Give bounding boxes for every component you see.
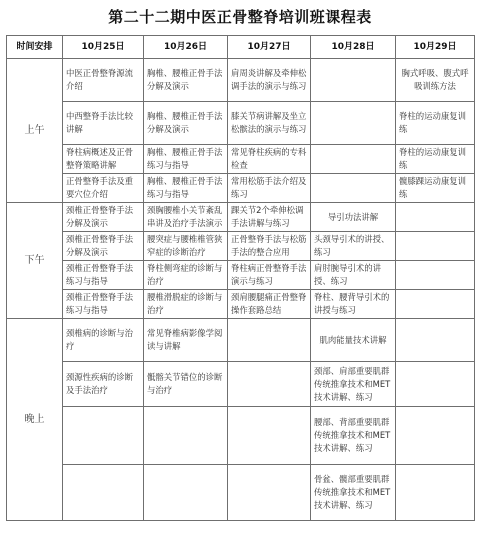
table-cell: 肩肘腕导引术的讲授、练习	[311, 261, 396, 290]
table-cell: 颈椎病的诊断与治疗	[63, 319, 144, 362]
table-cell	[228, 407, 311, 465]
table-cell	[396, 407, 475, 465]
table-cell	[144, 407, 228, 465]
table-cell: 腰椎滑脱症的诊断与治疗	[144, 290, 228, 319]
table-cell	[396, 232, 475, 261]
table-cell	[396, 362, 475, 407]
table-row	[7, 145, 475, 174]
table-cell	[396, 290, 475, 319]
table-cell: 正骨整脊手法及重要穴位介绍	[63, 174, 144, 203]
table-cell	[396, 319, 475, 362]
table-cell: 腰突症与腰椎椎管狭窄症的诊断治疗	[144, 232, 228, 261]
table-row	[7, 174, 475, 203]
table-cell	[228, 465, 311, 521]
table-cell: 颈部、肩部重要肌群传统推拿技术和MET技术讲解、练习	[311, 362, 396, 407]
page-title: 第二十二期中医正骨整脊培训班课程表	[108, 8, 372, 26]
table-row	[7, 102, 475, 145]
table-cell	[63, 465, 144, 521]
table-cell: 脊柱的运动康复训练	[396, 102, 475, 145]
table-cell: 脊柱病概述及正骨整脊策略讲解	[63, 145, 144, 174]
table-cell: 胸椎、腰椎正骨手法分解及演示	[144, 102, 228, 145]
header-day: 10月27日	[228, 36, 311, 59]
header-day: 10月29日	[396, 36, 475, 59]
table-cell	[311, 145, 396, 174]
table-cell	[311, 174, 396, 203]
table-cell: 正骨整脊手法与松筋手法的整合应用	[228, 232, 311, 261]
table-cell: 脊柱病正骨整脊手法演示与练习	[228, 261, 311, 290]
table-cell: 脊柱的运动康复训练	[396, 145, 475, 174]
table-row	[7, 203, 475, 232]
table-cell: 肩周炎讲解及牵伸松调手法的演示与练习	[228, 59, 311, 102]
table-row	[7, 407, 475, 465]
header-day: 10月25日	[63, 36, 144, 59]
table-cell: 腰部、背部重要肌群传统推拿技术和MET技术讲解、练习	[311, 407, 396, 465]
table-row	[7, 261, 475, 290]
table-cell	[396, 465, 475, 521]
table-cell: 踝关节2个牵伸松调手法讲解与练习	[228, 203, 311, 232]
table-cell	[63, 407, 144, 465]
table-cell	[396, 203, 475, 232]
table-cell: 膝关节病讲解及坐立松髌法的演示与练习	[228, 102, 311, 145]
table-cell: 颈源性疾病的诊断及手法治疗	[63, 362, 144, 407]
table-cell: 髋膝踝运动康复训练	[396, 174, 475, 203]
period-morning: 上午	[7, 59, 63, 203]
period-evening: 晚上	[7, 319, 63, 521]
table-row	[7, 465, 475, 521]
table-cell: 颈椎正骨整脊手法练习与指导	[63, 261, 144, 290]
table-cell: 常见脊椎病影像学阅读与讲解	[144, 319, 228, 362]
table-cell	[396, 261, 475, 290]
table-cell	[228, 362, 311, 407]
period-afternoon: 下午	[7, 203, 63, 319]
table-cell: 骨盆、髋部重要肌群传统推拿技术和MET技术讲解、练习	[311, 465, 396, 521]
table-cell	[228, 319, 311, 362]
schedule-table	[6, 35, 475, 521]
table-cell: 胸椎、腰椎正骨手法练习与指导	[144, 145, 228, 174]
header-day: 10月26日	[144, 36, 228, 59]
table-cell: 骶髂关节错位的诊断与治疗	[144, 362, 228, 407]
table-cell: 中医正骨整脊源流介绍	[63, 59, 144, 102]
table-cell: 头颈导引术的讲授、练习	[311, 232, 396, 261]
table-cell	[311, 59, 396, 102]
table-cell: 常用松筋手法介绍及练习	[228, 174, 311, 203]
table-cell: 脊柱、腰背导引术的讲授与练习	[311, 290, 396, 319]
header-day: 10月28日	[311, 36, 396, 59]
table-cell	[144, 465, 228, 521]
table-cell: 中西整脊手法比较讲解	[63, 102, 144, 145]
table-cell: 胸式呼吸、腹式呼吸训练方法	[396, 59, 475, 102]
table-cell: 常见脊柱疾病的专科检查	[228, 145, 311, 174]
header-time: 时间安排	[7, 36, 63, 59]
table-row	[7, 319, 475, 362]
table-cell: 颈肩腰腿痛正骨整脊操作套路总结	[228, 290, 311, 319]
table-cell: 胸椎、腰椎正骨手法分解及演示	[144, 59, 228, 102]
table-cell: 颈胸腰椎小关节紊乱串讲及治疗手法演示	[144, 203, 228, 232]
table-cell: 颈椎正骨整脊手法练习与指导	[63, 290, 144, 319]
table-cell: 颈椎正骨整脊手法分解及演示	[63, 203, 144, 232]
table-row	[7, 362, 475, 407]
table-cell: 颈椎正骨整脊手法分解及演示	[63, 232, 144, 261]
table-cell: 胸椎、腰椎正骨手法练习与指导	[144, 174, 228, 203]
table-row	[7, 290, 475, 319]
table-cell: 脊柱侧弯症的诊断与治疗	[144, 261, 228, 290]
header-row	[7, 36, 475, 59]
table-cell	[311, 102, 396, 145]
table-row	[7, 232, 475, 261]
table-cell: 肌肉能量技术讲解	[311, 319, 396, 362]
table-cell: 导引功法讲解	[311, 203, 396, 232]
table-row	[7, 59, 475, 102]
